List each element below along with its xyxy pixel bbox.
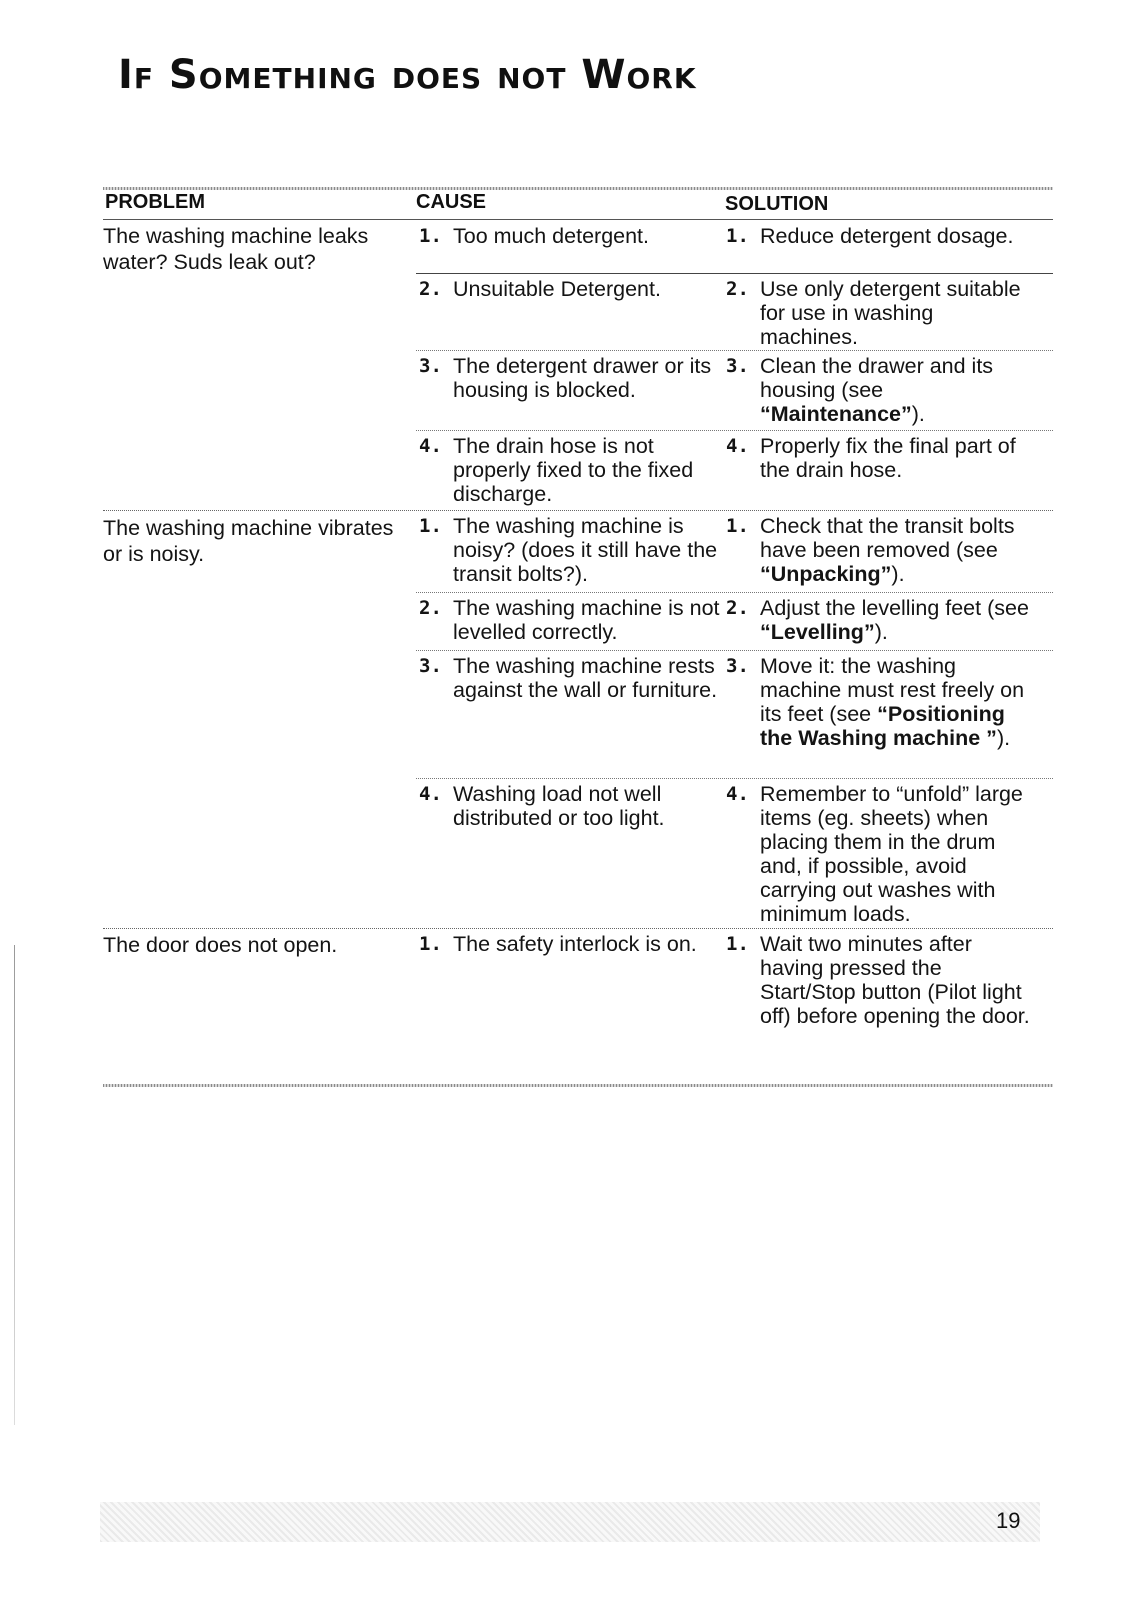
solution-text-pre: Clean the drawer and its housing (see <box>760 354 994 402</box>
solution-number: 3. <box>726 655 749 677</box>
solution-text-pre: Check that the transit bolts have been removed (see <box>760 514 1015 562</box>
header-solution: SOLUTION <box>725 193 829 215</box>
solution-text <box>760 514 1030 588</box>
table-top-rule <box>103 187 1053 190</box>
cause-number: 3. <box>419 655 442 677</box>
cause-number: 2. <box>419 597 442 619</box>
cause-text: The washing machine is noisy? (does it still have the transit bolts?). <box>453 514 718 586</box>
solution-number: 3. <box>726 355 749 377</box>
cause-text: The detergent drawer or its housing is blocked. <box>453 354 712 402</box>
cause-text: Washing load not well distributed or too light. <box>453 782 665 830</box>
cause-solution-row <box>416 273 1053 350</box>
solution-text: Remember to “unfold” large items (eg. sheets) when placing them in the drum and, if possible, avoid carrying out washes with minimum loads. <box>760 782 1023 926</box>
solution-text-pre: Adjust the levelling feet (see <box>760 596 1029 620</box>
solution-text <box>760 654 1030 774</box>
solution-text-post: ). <box>891 562 905 586</box>
cause-number: 3. <box>419 355 442 377</box>
cause-solution-row <box>416 221 1053 273</box>
problem-group <box>103 928 1053 1054</box>
cause-solution-row <box>416 650 1053 778</box>
troubleshooting-table <box>103 221 1053 1054</box>
header-problem: PROBLEM <box>105 191 205 213</box>
solution-text-pre: Move it: the washing machine must rest freely on its feet (see <box>760 654 1025 726</box>
solution-text: Use only detergent suitable for use in washing machines. <box>760 277 1021 349</box>
solution-text-post: ). <box>911 402 925 426</box>
solution-number: 1. <box>726 225 749 247</box>
cause-number: 1. <box>419 225 442 247</box>
solution-text-post: ). <box>874 620 888 644</box>
header-cause: CAUSE <box>416 191 487 213</box>
solution-reference: “Positioning the Washing machine ” <box>760 702 1005 750</box>
scan-margin-line <box>14 945 15 1425</box>
cause-solution-row <box>416 592 1053 650</box>
cause-text: Too much detergent. <box>453 224 650 248</box>
problem-text: The washing machine vibrates or is noisy. <box>103 516 394 566</box>
solution-text: Reduce detergent dosage. <box>760 224 1014 248</box>
solution-number: 4. <box>726 783 749 805</box>
cause-text: The safety interlock is on. <box>453 932 697 956</box>
page-title: If Something does not Work <box>118 52 697 98</box>
page-number: 19 <box>996 1508 1021 1533</box>
solution-number: 1. <box>726 515 749 537</box>
cause-text: The washing machine rests against the wall or furniture. <box>453 654 718 702</box>
cause-number: 4. <box>419 783 442 805</box>
cause-text: The washing machine is not levelled correctly. <box>453 596 720 644</box>
cause-solution-row <box>416 511 1053 592</box>
cause-solution-row <box>416 778 1053 928</box>
cause-number: 4. <box>419 435 442 457</box>
header-rule <box>103 219 1053 220</box>
problem-text: The washing machine leaks water? Suds leak out? <box>103 224 369 274</box>
solution-reference: “Maintenance” <box>760 402 912 426</box>
cause-solution-row <box>416 430 1053 510</box>
cause-number: 2. <box>419 278 442 300</box>
cause-number: 1. <box>419 933 442 955</box>
table-bottom-rule <box>103 1084 1053 1087</box>
solution-number: 2. <box>726 278 749 300</box>
problem-group <box>103 510 1053 928</box>
solution-number: 1. <box>726 933 749 955</box>
solution-reference: “Unpacking” <box>760 562 892 586</box>
cause-text: Unsuitable Detergent. <box>453 277 661 301</box>
cause-solution-row <box>416 350 1053 430</box>
solution-text: Properly fix the final part of the drain hose. <box>760 434 1016 482</box>
solution-text: Wait two minutes after having pressed the Start/Stop button (Pilot light off) before opening the door. <box>760 932 1030 1028</box>
cause-text: The drain hose is not properly fixed to the fixed discharge. <box>453 434 694 506</box>
problem-text: The door does not open. <box>103 933 338 957</box>
solution-text <box>760 354 1030 426</box>
cause-number: 1. <box>419 515 442 537</box>
solution-text <box>760 596 1030 646</box>
solution-number: 4. <box>726 435 749 457</box>
footer-band <box>100 1502 1040 1542</box>
problem-group <box>103 221 1053 510</box>
solution-reference: “Levelling” <box>760 620 875 644</box>
solution-number: 2. <box>726 597 749 619</box>
solution-text-post: ). <box>996 726 1011 750</box>
cause-solution-row <box>416 929 1053 1054</box>
